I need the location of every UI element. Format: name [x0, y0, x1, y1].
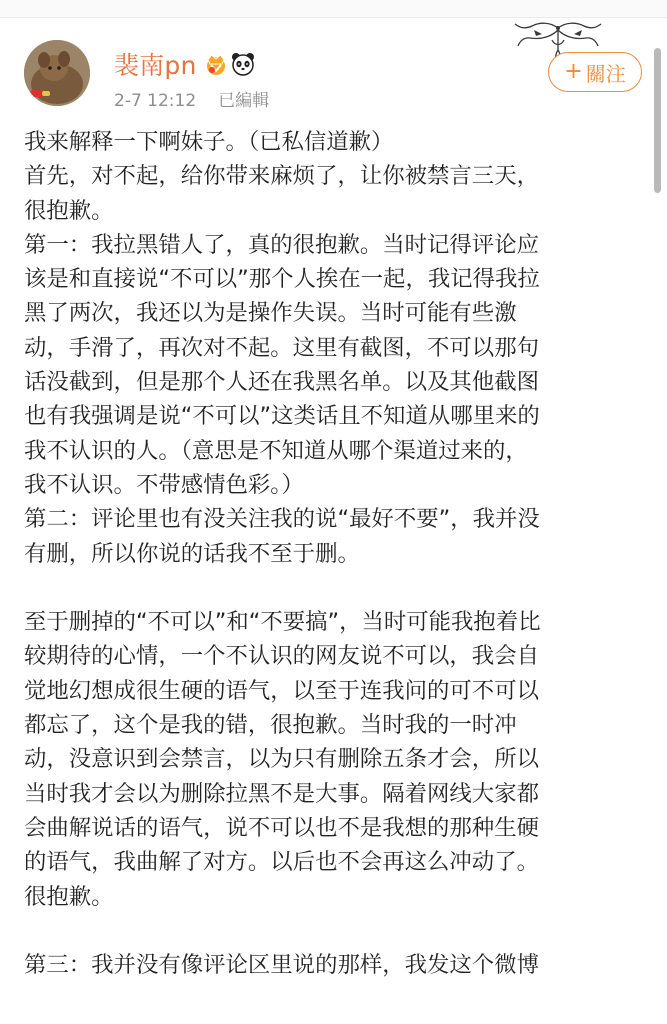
avatar-image	[24, 40, 90, 106]
follow-button[interactable]	[548, 52, 642, 92]
blank-line	[24, 571, 644, 605]
post-text-line: 我不认识的人。（意思是不知道从哪个渠道过来的，	[24, 437, 528, 464]
post-text-line: 很抱歉。	[24, 883, 114, 910]
post-text-line: 很抱歉。	[24, 197, 114, 224]
vip-crown-badge-icon[interactable]	[203, 51, 229, 77]
post-meta	[114, 86, 269, 111]
post-text-line: 都忘了，这个是我的错，很抱歉。当时我的一时冲	[24, 712, 517, 739]
post-time: 2-7 12:12	[114, 91, 197, 111]
scrollbar-thumb[interactable]	[654, 48, 661, 193]
top-edge-bar	[0, 0, 667, 18]
post-text-line: 第三：我并没有像评论区里说的那样，我发这个微博	[24, 952, 539, 979]
post-text-line: 也有我强调是说“不可以”这类话且不知道从哪里来的	[24, 403, 540, 430]
post-text-line: 我来解释一下啊妹子。（已私信道歉）	[24, 129, 394, 155]
post-text-line: 该是和直接说“不可以”那个人挨在一起，我记得我拉	[24, 266, 540, 293]
username[interactable]: 裴南pn	[114, 51, 197, 80]
post-text-line: 有删，所以你说的话我不至于删。	[24, 540, 360, 567]
post-text-line: 第二：评论里也有没关注我的说“最好不要”，我并没	[24, 506, 540, 533]
panda-badge-icon[interactable]	[231, 52, 255, 76]
post-text-line: 我不认识。不带感情色彩。）	[24, 471, 304, 498]
avatar[interactable]	[24, 40, 90, 106]
plus-icon: +	[564, 59, 583, 84]
post-header	[0, 18, 667, 118]
post-text-line: 话没截到，但是那个人还在我黑名单。以及其他截图	[24, 369, 539, 396]
edited-label[interactable]: 已編輯	[218, 91, 270, 111]
post-text-line: 第一：我拉黑错人了，真的很抱歉。当时记得评论应	[24, 231, 539, 258]
post-text-line: 至于删掉的“不可以”和“不要搞”，当时可能我抱着比	[24, 609, 541, 636]
post-text-line: 黑了两次，我还以为是操作失误。当时可能有些激	[24, 300, 517, 327]
blank-line	[24, 914, 644, 948]
post-text-line: 当时我才会以为删除拉黑不是大事。隔着网线大家都	[24, 780, 539, 807]
post-text-line: 首先，对不起，给你带来麻烦了，让你被禁言三天，	[24, 163, 539, 190]
post-text-line: 动，没意识到会禁言，以为只有删除五条才会，所以	[24, 746, 539, 773]
post-body	[24, 125, 644, 982]
post-text-line: 较期待的心情，一个不认识的网友说不可以，我会自	[24, 643, 539, 670]
username-row	[114, 46, 255, 82]
post-text-line: 动，手滑了，再次对不起。这里有截图，不可以那句	[24, 334, 539, 361]
post-text-line: 觉地幻想成很生硬的语气，以至于连我问的可不可以	[24, 677, 539, 704]
post-text-line: 会曲解说话的语气，说不可以也不是我想的那种生硬	[24, 814, 539, 841]
post-text-line: 的语气，我曲解了对方。以后也不会再这么冲动了。	[24, 849, 539, 876]
follow-label: 關注	[585, 61, 626, 86]
